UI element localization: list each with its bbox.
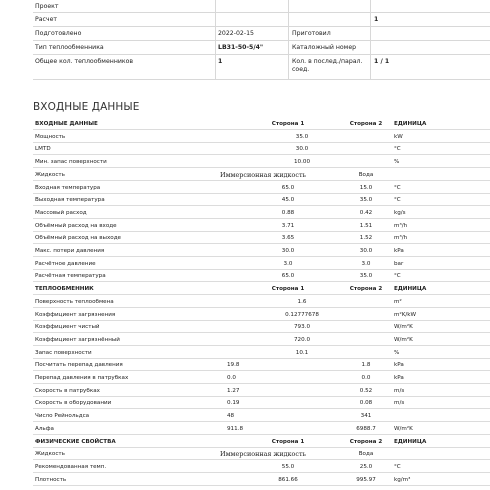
side2-value: 35.0 [359, 273, 373, 280]
table-row [33, 258, 490, 270]
header-label: Общее кол. теплообменников [35, 58, 134, 65]
side2-value: 35.0 [359, 197, 373, 204]
project-header-table [33, 0, 490, 80]
side2-value: 0.0 [361, 375, 371, 381]
unit-label: bar [394, 260, 404, 267]
table-row [33, 156, 490, 168]
side1-value: 3.65 [281, 235, 295, 242]
side2-value: 1.8 [361, 362, 371, 369]
side2-value: 25.0 [359, 463, 373, 470]
unit-label: kg/s [394, 209, 406, 216]
unit-label: kPa [394, 362, 404, 369]
side2-heading: Сторона 2 [349, 286, 383, 293]
parameter-value: 720.0 [293, 336, 310, 343]
header-label: Подготовлено [35, 30, 82, 37]
table-row [33, 410, 490, 422]
unit-heading: ЕДИНИЦА [394, 438, 427, 445]
side1-value: 45.0 [281, 197, 295, 204]
parameter-label: Массовый расход [35, 209, 87, 216]
table-row [33, 296, 490, 308]
header-divider [370, 0, 371, 80]
side2-heading: Сторона 2 [349, 121, 383, 127]
side1-value: 3.71 [281, 222, 295, 229]
page-title: ВХОДНЫЕ ДАННЫЕ [33, 101, 140, 113]
table-row [33, 245, 490, 257]
table-row [33, 143, 490, 155]
parameter-label: Объёмный расход на входе [35, 222, 117, 229]
section-header-row [33, 283, 490, 295]
header-divider [288, 0, 289, 80]
side1-value: 55.0 [281, 463, 295, 470]
parameter-value: 0.12777678 [285, 311, 319, 318]
side2-fluid: Вода [358, 171, 374, 178]
table-row [33, 461, 490, 473]
side2-value: 341 [360, 413, 372, 420]
header-label: Каталожный номер [292, 44, 357, 51]
parameter-label: Объёмный расход на выходе [35, 235, 122, 242]
parameter-label: Выходная температура [35, 197, 105, 204]
unit-heading: ЕДИНИЦА [394, 286, 427, 293]
header-row [33, 13, 490, 27]
table-row [33, 270, 490, 282]
header-value: 2022-02-15 [218, 30, 254, 37]
unit-label: °C [394, 463, 401, 470]
header-label: Проект [35, 3, 59, 10]
section-heading: ТЕПЛООБМЕННИК [35, 286, 94, 293]
unit-label: W/m²K [394, 336, 413, 343]
header-row [33, 0, 490, 13]
parameter-value: 30.0 [295, 146, 309, 153]
parameter-label: Скорость в оборудовании [35, 400, 112, 407]
side2-value: 995.97 [356, 476, 376, 483]
unit-label: kPa [394, 248, 404, 254]
unit-label: kPa [394, 375, 404, 381]
parameter-label: Поверхность теплообмена [35, 298, 114, 305]
side2-value: 0.08 [359, 400, 373, 407]
table-row [33, 448, 490, 460]
parameter-label: Скорость в патрубках [35, 387, 100, 394]
unit-label: kg/m³ [394, 476, 411, 483]
unit-label: m³/h [394, 222, 408, 229]
table-row [33, 347, 490, 359]
parameter-label: Мощность [35, 133, 66, 140]
section-heading: ФИЗИЧЕСКИЕ СВОЙСТВА [35, 438, 116, 445]
side1-value: 911.8 [227, 425, 244, 432]
parameter-label: Жидкость [35, 171, 65, 178]
unit-heading: ЕДИНИЦА [394, 121, 427, 127]
table-row [33, 372, 490, 384]
parameter-label: Коэффициент чистый [35, 324, 100, 331]
side1-value: 19.8 [227, 362, 240, 369]
unit-label: °C [394, 197, 401, 204]
parameter-value: 793.0 [293, 324, 310, 331]
side1-fluid: Иммерсионная жидкость [220, 450, 306, 459]
table-row [33, 182, 490, 194]
header-value: 1 / 1 [374, 58, 390, 65]
header-row [33, 55, 490, 80]
parameter-label: LMTD [35, 146, 51, 153]
unit-label: m/s [394, 387, 405, 394]
section-header-row [33, 436, 490, 448]
parameter-label: Входная температура [35, 184, 101, 191]
parameter-value: 35.0 [295, 133, 309, 140]
table-row [33, 169, 490, 181]
table-row [33, 334, 490, 346]
side1-value: 30.0 [281, 248, 295, 254]
side2-heading: Сторона 2 [349, 438, 383, 445]
table-row [33, 309, 490, 321]
side1-value: 3.0 [283, 260, 293, 267]
side1-value: 65.0 [281, 184, 295, 191]
table-row [33, 220, 490, 232]
unit-label: % [394, 349, 400, 356]
parameter-value: 10.1 [295, 349, 309, 356]
unit-label: m³/h [394, 235, 408, 242]
side2-value: 0.42 [359, 209, 373, 216]
side2-value: 1.51 [359, 222, 373, 229]
side1-heading: Сторона 1 [271, 286, 305, 293]
header-label: Приготовил [292, 30, 331, 37]
side2-value: 6988.7 [356, 425, 376, 432]
side1-value: 0.0 [227, 375, 236, 381]
unit-label: m² [394, 298, 402, 305]
side1-value: 1.27 [227, 387, 240, 394]
parameter-value: 1.6 [297, 298, 307, 305]
side2-fluid: Вода [358, 451, 374, 458]
parameter-label: Плотность [35, 476, 67, 483]
side1-value: 48 [227, 413, 235, 420]
section-header-row [33, 118, 490, 130]
parameter-value: 10.00 [293, 159, 310, 166]
unit-label: % [394, 159, 400, 166]
table-row [33, 385, 490, 397]
side1-fluid: Иммерсионная жидкость [220, 170, 306, 179]
parameter-label: Посчитать перепад давления [35, 362, 123, 369]
table-row [33, 194, 490, 206]
unit-label: kW [394, 133, 403, 140]
side2-value: 30.0 [359, 248, 373, 254]
parameter-label: Запас поверхности [35, 349, 92, 356]
table-row [33, 232, 490, 244]
side1-value: 65.0 [281, 273, 295, 280]
header-value: 1 [218, 58, 223, 65]
table-row [33, 321, 490, 333]
parameter-label: Расчётное давление [35, 260, 96, 267]
header-value: 1 [374, 16, 379, 23]
side1-value: 0.19 [227, 400, 240, 407]
unit-label: W/m²K [394, 324, 413, 331]
table-row [33, 474, 490, 486]
parameter-label: Перепад давления в патрубках [35, 375, 129, 381]
header-label: Кол. в послед./парал. соед. [292, 58, 363, 73]
parameter-label: Число Рейнольдса [35, 413, 90, 420]
unit-label: m/s [394, 400, 405, 407]
side2-value: 0.52 [359, 387, 373, 394]
unit-label: °C [394, 273, 401, 280]
header-value: LB31-50-5/4" [218, 44, 264, 51]
parameter-label: Макс. потери давления [35, 248, 105, 254]
header-label: Расчет [35, 16, 57, 23]
side2-value: 3.0 [361, 260, 371, 267]
parameter-label: Коэффициент загрязнения [35, 311, 116, 318]
unit-label: °C [394, 146, 401, 153]
table-row [33, 131, 490, 143]
side1-value: 861.66 [278, 476, 298, 483]
side1-heading: Сторона 1 [271, 121, 305, 127]
table-row [33, 207, 490, 219]
table-row [33, 423, 490, 435]
side2-value: 1.52 [359, 235, 373, 242]
unit-label: °C [394, 184, 401, 191]
table-row [33, 359, 490, 371]
header-row [33, 41, 490, 55]
parameter-label: Мин. запас поверхности [35, 159, 107, 166]
parameter-label: Коэффициент загрязнённый [35, 336, 120, 343]
parameter-label: Жидкость [35, 451, 65, 458]
side2-value: 15.0 [359, 184, 373, 191]
header-label: Тип теплообменника [35, 44, 104, 51]
header-row [33, 27, 490, 41]
parameter-label: Альфа [35, 425, 54, 432]
side1-heading: Сторона 1 [271, 438, 305, 445]
table-row [33, 397, 490, 409]
parameter-label: Расчётная температура [35, 273, 106, 280]
unit-label: W/m²K [394, 425, 413, 432]
header-divider [215, 0, 216, 80]
parameter-label: Рекомендованная темп. [35, 463, 107, 470]
unit-label: m²K/kW [394, 311, 417, 318]
side1-value: 0.88 [281, 209, 295, 216]
section-heading: ВХОДНЫЕ ДАННЫЕ [35, 121, 98, 127]
